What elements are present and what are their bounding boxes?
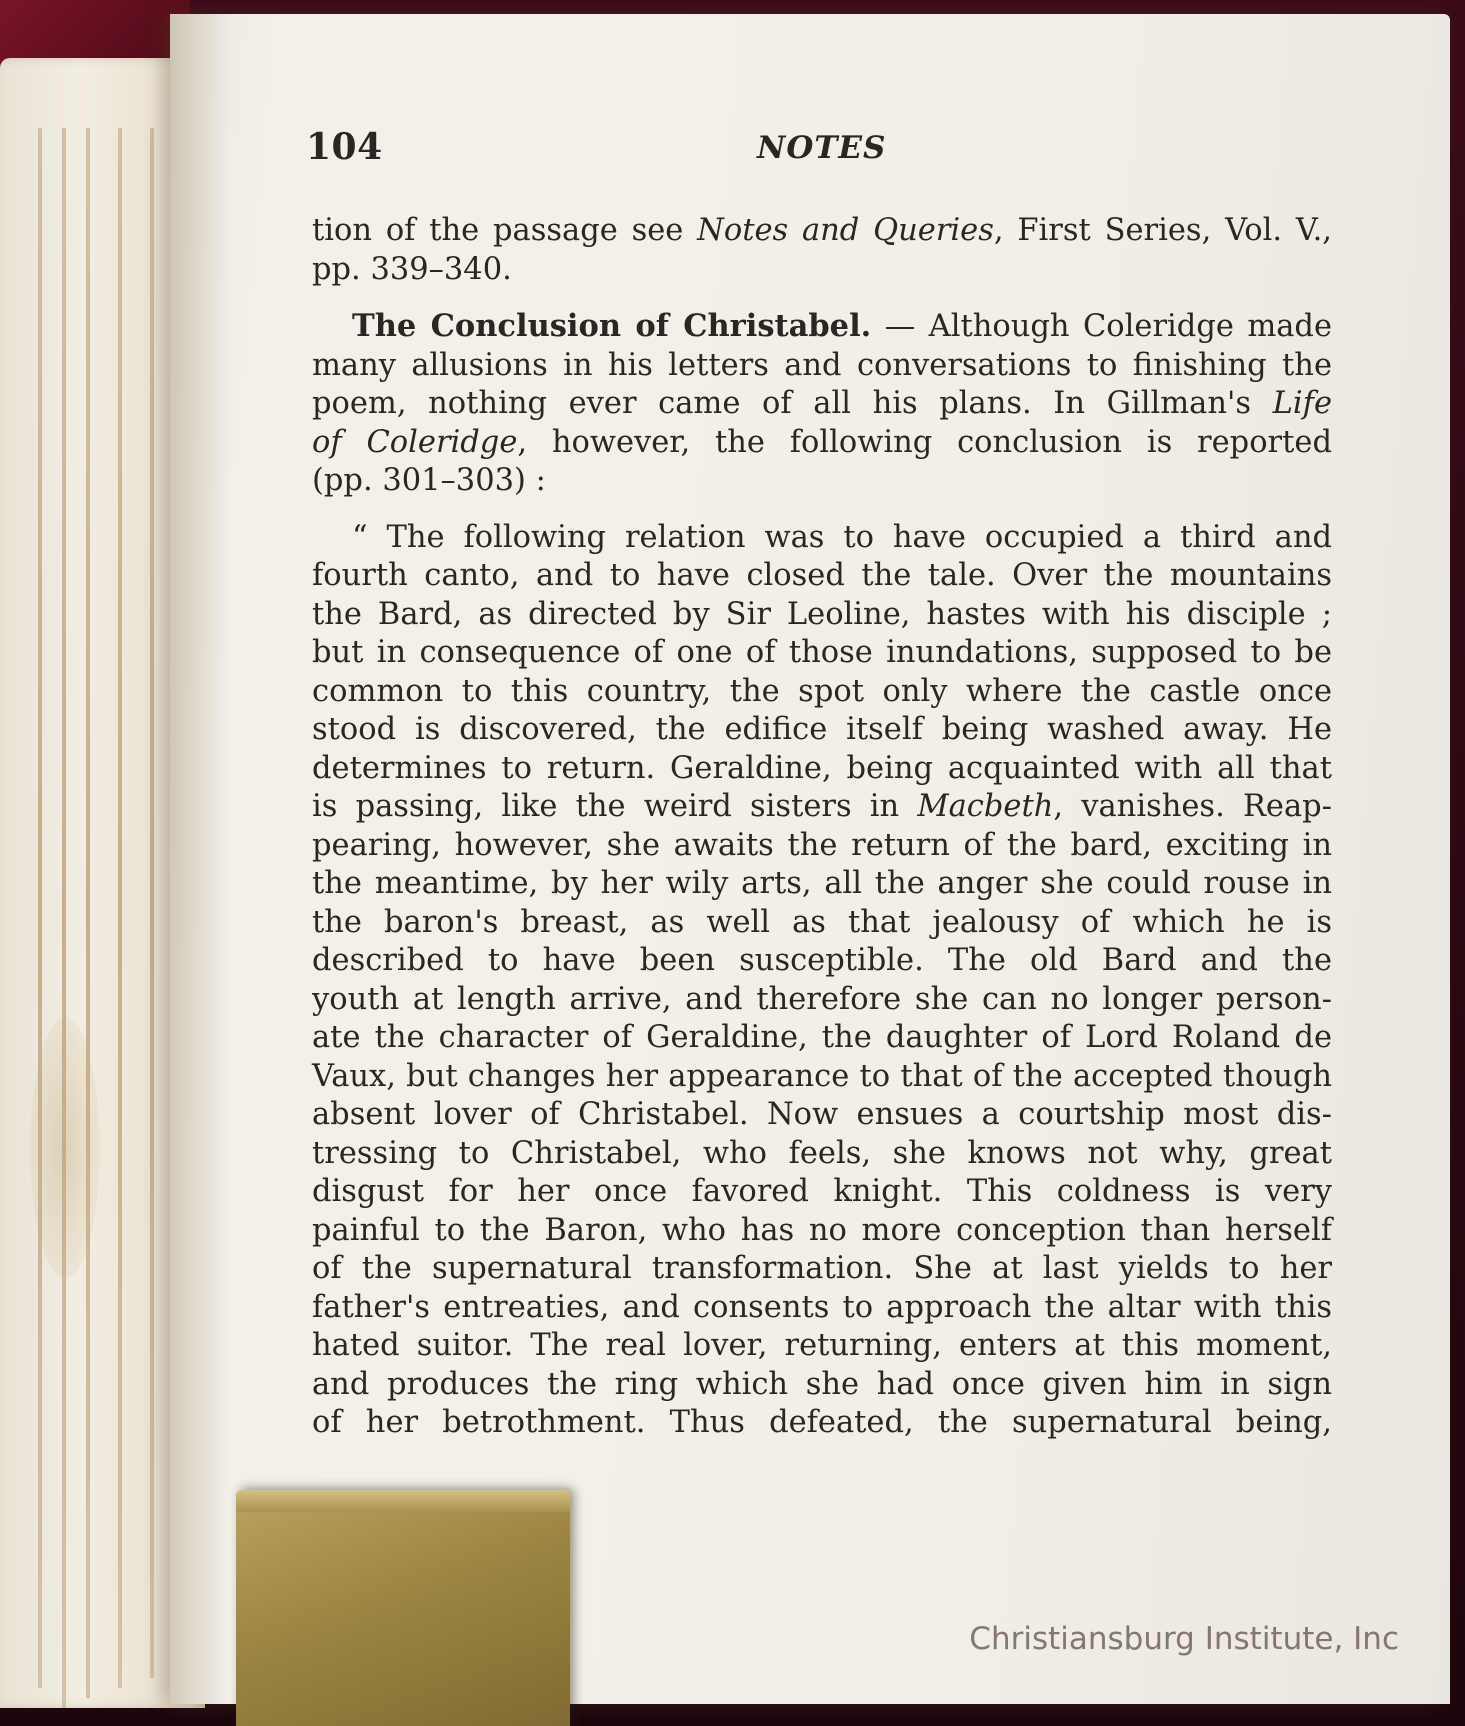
page-gutter-shadow: [170, 14, 230, 1704]
text-span: poem, nothing ever came of all his plans. In Gillman's: [312, 386, 1273, 421]
text-line: [312, 307, 1332, 347]
page-edge-line: [118, 128, 122, 1688]
text-line: [312, 385, 1332, 424]
text-span: , First Series, Vol. V.,: [993, 213, 1332, 248]
brass-clip-edge: [236, 1490, 570, 1512]
text-line: hated suitor. The real lover, returning, enters at this moment,: [312, 1328, 1332, 1363]
page-stain: [30, 1018, 100, 1278]
text-line: fourth canto, and to have closed the tale. Over the mountains: [312, 558, 1332, 593]
page-text: [306, 120, 1333, 1443]
text-line: father's entreaties, and consents to approach the altar with this: [312, 1289, 1332, 1325]
text-line: many allusions in his letters and conversations to finishing the: [312, 347, 1332, 383]
text-span-italic: Life: [1272, 386, 1332, 421]
text-line: the Bard, as directed by Sir Leoline, hastes with his disciple ;: [312, 596, 1332, 632]
watermark: Christiansburg Institute, Inc: [969, 1621, 1399, 1657]
text-line: stood is discovered, the edifice itself being washed away. He: [312, 712, 1332, 747]
text-line: ate the character of Geraldine, the daughter of Lord Roland de: [312, 1020, 1332, 1055]
paragraph-continuation: [312, 212, 1332, 289]
text-line: pearing, however, she awaits the return of the bard, exciting in: [312, 827, 1332, 863]
text-line: determines to return. Geraldine, being acquainted with all that: [312, 750, 1332, 786]
running-title: NOTES: [757, 130, 887, 166]
brass-page-clip: [236, 1490, 570, 1726]
paragraph-quotation: [312, 519, 1332, 1443]
text-line: but in consequence of one of those inundations, supposed to be: [312, 635, 1332, 670]
text-line: disgust for her once favored knight. This coldness is very: [312, 1174, 1332, 1209]
page-edge-line: [150, 128, 154, 1678]
page-edge-line: [62, 128, 66, 1708]
text-line: “ The following relation was to have occupied a third and: [352, 519, 1332, 555]
text-line: and produces the ring which she had once given him in sign: [312, 1366, 1332, 1402]
text-line: of her betrothment. Thus defeated, the supernatural being,: [312, 1405, 1332, 1440]
paragraph-conclusion: [312, 307, 1332, 501]
text-line: absent lover of Christabel. Now ensues a courtship most dis-: [312, 1097, 1332, 1132]
text-span: tion of the passage see: [312, 213, 698, 248]
text-span: , however, the following conclusion is reported: [517, 424, 1332, 460]
text-line: common to this country, the spot only where the castle once: [312, 673, 1332, 709]
running-head: [306, 120, 1332, 180]
text-line: painful to the Baron, who has no more conception than herself: [312, 1212, 1332, 1248]
page-edge-line: [38, 128, 42, 1688]
text-line: of the supernatural transformation. She at last yields to her: [312, 1251, 1332, 1286]
text-span-italic: Notes and Queries: [697, 213, 994, 248]
text-line: [312, 424, 1332, 463]
page-edge-line: [86, 128, 90, 1698]
section-heading: The Conclusion of Christabel.: [352, 308, 872, 344]
text-line: described to have been susceptible. The old Bard and the: [312, 943, 1332, 978]
text-span: , vanishes. Reap-: [1053, 789, 1332, 824]
text-span-italic: Macbeth: [917, 789, 1054, 824]
text-line: (pp. 301–303) :: [312, 463, 546, 498]
text-line: [312, 212, 1332, 251]
text-span: — Although Coleridge made: [871, 309, 1333, 344]
page-number: 104: [306, 126, 383, 168]
text-line: youth at length arrive, and therefore she can no longer person-: [312, 981, 1332, 1017]
text-span: is passing, like the weird sisters in: [312, 789, 918, 824]
text-line: the meantime, by her wily arts, all the anger she could rouse in: [312, 866, 1332, 901]
text-span-italic: of Coleridge: [312, 424, 518, 460]
text-line: [312, 788, 1332, 827]
text-line: the baron's breast, as well as that jealousy of which he is: [312, 904, 1332, 940]
text-line: tressing to Christabel, who feels, she knows not why, great: [312, 1135, 1332, 1171]
text-line: Vaux, but changes her appearance to that of the accepted though: [312, 1058, 1332, 1094]
text-line: pp. 339–340.: [312, 251, 512, 287]
